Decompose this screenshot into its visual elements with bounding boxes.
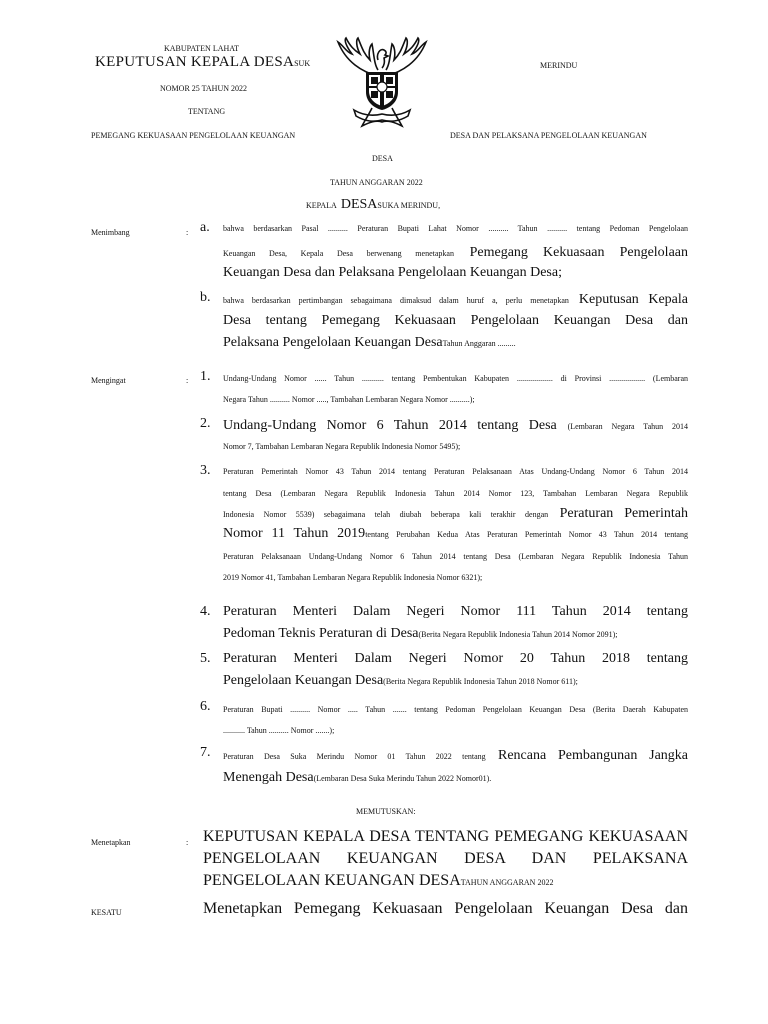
fiscal-year: TAHUN ANGGARAN 2022 — [330, 178, 423, 187]
tentang-heading: TENTANG — [188, 107, 226, 116]
mengingat-item-3: Peraturan Pemerintah Nomor 43 Tahun 2014 tentang Peraturan Pelaksanaan Atas Undang-Undang Nomor 6 Tahun 2014 tentang Desa (Lembaran Negara Republik Indonesia Tahun 2014 Nomor 123, Tambahan Lembaran Negara Republik Indonesia Nomor 5539) sebagaimana telah diubah beberapa kali terakhir dengan Peraturan Pemerintah Nomor 11 Tahun 2019tentang Perubahan Kedua Atas Peraturan Pemerintah Nomor 43 Tahun 2014 tentang Peraturan Pelaksanaan Undang-Undang Nomor 6 Tahun 2014 tentang Desa (Lembaran Negara Republik Indonesia Tahun 2019 Nomor 41, Tambahan Lembaran Negara Republik Indonesia Nomor 6321); — [223, 467, 689, 582]
menimbang-b-marker: b. — [200, 290, 211, 305]
decree-number: NOMOR 25 TAHUN 2022 — [160, 84, 247, 93]
mengingat-item-4: Peraturan Menteri Dalam Negeri Nomor 111 Tahun 2014 tentang Pedoman Teknis Peraturan di Desa(Berita Negara Republik Indonesia Tahun 2014 Nomor 2091); — [223, 604, 688, 641]
mengingat-item-3-marker: 3. — [200, 463, 211, 478]
mengingat-item-2-marker: 2. — [200, 416, 211, 431]
menimbang-a-marker: a. — [200, 220, 210, 235]
mengingat-item-7: Peraturan Desa Suka Merindu Nomor 01 Tahun 2022 tentang Rencana Pembangunan Jangka Menengah Desa(Lembaran Desa Suka Merindu Tahun 2022 Nomor01). — [223, 748, 689, 785]
mengingat-item-4-marker: 4. — [200, 604, 211, 619]
kesatu-content: Menetapkan Pemegang Kekuasaan Pengelolaan Keuangan Desa dan — [203, 900, 688, 917]
menimbang-item-a: bahwa berdasarkan Pasal .......... Peraturan Bupati Lahat Nomor .......... Tahun .......... tentang Pedoman Pengelolaan Keuangan Desa, Kepala Desa berwenang menetapkan Pemegang Kekuasaan Pengelolaan Keuangan Desa dan Pelaksana Pengelolaan Keuangan Desa; — [223, 224, 689, 280]
memutuskan-heading: MEMUTUSKAN: — [356, 807, 416, 816]
menimbang-colon: : — [186, 228, 189, 237]
mengingat-item-7-marker: 7. — [200, 745, 211, 760]
mengingat-item-6: Peraturan Bupati .......... Nomor ..... Tahun ....... tentang Pedoman Pengelolaan Keuangan Desa (Berita Daerah Kabupaten ........... Tahun .......... Nomor .......); — [223, 705, 688, 735]
subject-desa: DESA — [372, 154, 393, 163]
document-title-merindu: MERINDU — [540, 61, 578, 70]
mengingat-item-2: Undang-Undang Nomor 6 Tahun 2014 tentang Desa (Lembaran Negara Tahun 2014 Nomor 7, Tambahan Lembaran Negara Republik Indonesia Nomor 5495); — [223, 418, 689, 451]
mengingat-item-6-marker: 6. — [200, 699, 211, 714]
regency-name: KABUPATEN LAHAT — [164, 44, 240, 53]
subject-right: DESA DAN PELAKSANA PENGELOLAAN KEUANGAN — [450, 131, 647, 140]
mengingat-label: Mengingat — [91, 376, 126, 385]
garuda-pancasila-emblem-icon — [332, 36, 432, 130]
menimbang-label: Menimbang — [91, 228, 130, 237]
document-title-suk: SUK — [294, 59, 311, 68]
menetapkan-content: KEPUTUSAN KEPALA DESA TENTANG PEMEGANG KEKUASAAN PENGELOLAAN KEUANGAN DESA DAN PELAKSANA PENGELOLAAN KEUANGAN DESATAHUN ANGGARAN 2022 — [203, 828, 688, 889]
kesatu-label: KESATU — [91, 908, 122, 917]
document-title-main: KEPUTUSAN KEPALA DESA — [95, 54, 295, 70]
mengingat-item-1-marker: 1. — [200, 369, 211, 384]
kepala-desa-line: KEPALA DESASUKA MERINDU, — [306, 197, 441, 212]
mengingat-colon: : — [186, 376, 189, 385]
subject-left: PEMEGANG KEKUASAAN PENGELOLAAN KEUANGAN — [91, 131, 296, 140]
menimbang-item-b: bahwa berdasarkan pertimbangan sebagaimana dimaksud dalam huruf a, perlu menetapkan Keputusan Kepala Desa tentang Pemegang Kekuasaan Pengelolaan Keuangan Desa dan Pelaksana Pengelolaan Keuangan DesaTahun Anggaran ......... — [223, 292, 688, 350]
mengingat-item-5-marker: 5. — [200, 651, 211, 666]
document-title — [95, 53, 310, 71]
mengingat-item-5: Peraturan Menteri Dalam Negeri Nomor 20 Tahun 2018 tentang Pengelolaan Keuangan Desa(Berita Negara Republik Indonesia Tahun 2018 Nomor 611); — [223, 651, 688, 688]
mengingat-item-1: Undang-Undang Nomor ...... Tahun ........... tentang Pembentukan Kabupaten .................. di Provinsi .................. (Lembaran Negara Tahun .......... Nomor ....., Tambahan Lembaran Negara Nomor ..........); — [223, 374, 688, 404]
menetapkan-label: Menetapkan — [91, 838, 131, 847]
menetapkan-colon: : — [186, 838, 189, 847]
